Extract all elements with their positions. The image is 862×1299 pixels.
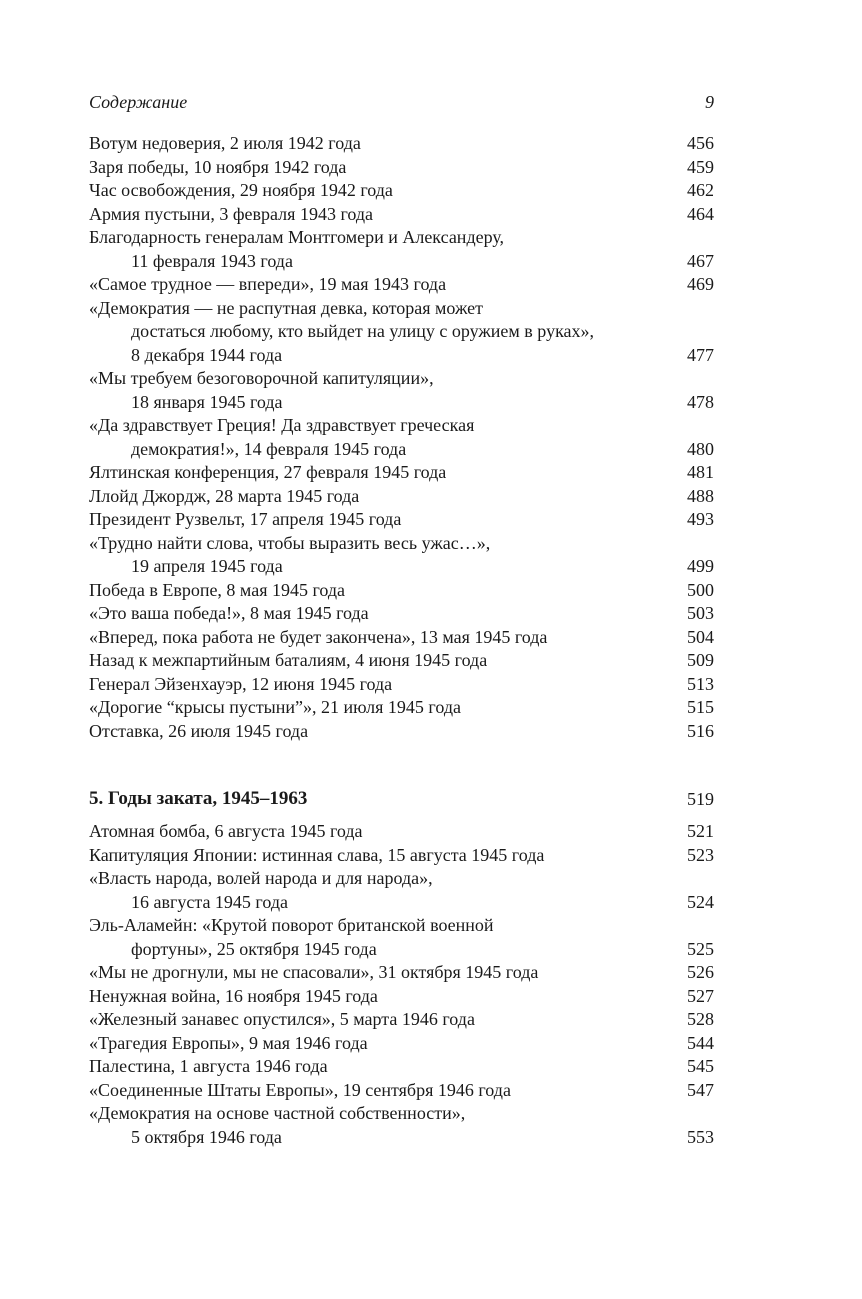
toc-entry-page-number: 469	[687, 274, 714, 294]
toc-entry[interactable]	[89, 1055, 714, 1079]
toc-entry-page-number: 499	[687, 556, 714, 576]
toc-entry-title-line: 11 февраля 1943 года	[131, 250, 293, 271]
toc-entry-page-number: 516	[687, 720, 714, 741]
toc-entry-title-line: 18 января 1945 года	[131, 391, 283, 412]
toc-entry-page-number: 545	[687, 1056, 714, 1076]
toc-entry-title-line: достаться любому, кто выйдет на улицу с оружием в руках»,	[131, 321, 595, 341]
running-head-title: Содержание	[89, 92, 188, 112]
toc-entry-page-number: 527	[687, 985, 714, 1006]
toc-entry-title-line: Победа в Европе, 8 мая 1945 года	[89, 579, 346, 600]
toc-entry[interactable]	[89, 626, 714, 650]
toc-entry-page-number: 464	[687, 203, 714, 224]
toc-entry-page-number: 462	[687, 180, 714, 200]
toc-entry-page-number: 526	[687, 962, 714, 982]
toc-entry-title-line: «Дорогие “крысы пустыни”», 21 июля 1945 года	[89, 697, 461, 717]
toc-entry-title-line: демократия!», 14 февраля 1945 года	[131, 438, 407, 459]
toc-entry-title-line: Назад к межпартийным баталиям, 4 июня 1945 года	[89, 650, 488, 670]
toc-entry-title-line: «Самое трудное — впереди», 19 мая 1943 года	[89, 274, 447, 294]
toc-entry-page-number: 488	[687, 485, 714, 506]
toc-entry-title-line: «Демократия — не распутная девка, которая может	[89, 297, 484, 318]
toc-entry-title-line: 5 октября 1946 года	[131, 1126, 282, 1147]
toc-section-chapter-5	[89, 786, 714, 1149]
toc-entry-title-line: «Мы требуем безоговорочной капитуляции»,	[89, 368, 434, 388]
toc-section-continued	[89, 132, 714, 743]
toc-entry[interactable]	[89, 602, 714, 626]
toc-entry-title-line: Атомная бомба, 6 августа 1945 года	[89, 821, 363, 841]
toc-entry[interactable]	[89, 461, 714, 485]
toc-entry[interactable]	[89, 273, 714, 297]
toc-entry[interactable]	[89, 649, 714, 673]
toc-entry[interactable]	[89, 696, 714, 720]
toc-entry-title-line: Президент Рузвельт, 17 апреля 1945 года	[89, 509, 402, 529]
toc-entry[interactable]	[89, 414, 714, 461]
toc-entry-title-line: Капитуляция Японии: истинная слава, 15 августа 1945 года	[89, 844, 545, 865]
toc-entry[interactable]	[89, 203, 714, 227]
toc-entry-page-number: 528	[687, 1009, 714, 1029]
toc-entry[interactable]	[89, 1008, 714, 1032]
toc-entry[interactable]	[89, 579, 714, 603]
toc-entry-page-number: 509	[687, 650, 714, 670]
toc-entry-title-line: «Это ваша победа!», 8 мая 1945 года	[89, 603, 369, 623]
toc-entry-title-line: «Демократия на основе частной собственности»,	[89, 1103, 466, 1123]
toc-entry[interactable]	[89, 844, 714, 868]
toc-entry-title-line: 16 августа 1945 года	[131, 891, 288, 912]
toc-entry-title-line: Час освобождения, 29 ноября 1942 года	[89, 180, 393, 200]
toc-entry-page-number: 515	[687, 697, 714, 717]
toc-entry-page-number: 478	[687, 391, 714, 412]
toc-entry[interactable]	[89, 1032, 714, 1056]
toc-entry-page-number: 493	[687, 509, 714, 529]
toc-entry-page-number: 524	[687, 891, 714, 912]
toc-entry-page-number: 544	[687, 1032, 714, 1053]
toc-entry-title-line: Благодарность генералам Монтгомери и Александеру,	[89, 227, 505, 247]
toc-entry[interactable]	[89, 367, 714, 414]
toc-entry-title-line: «Вперед, пока работа не будет закончена», 13 мая 1945 года	[89, 626, 548, 647]
toc-entry-title-line: «Железный занавес опустился», 5 марта 1946 года	[89, 1009, 475, 1029]
toc-entry-page-number: 504	[687, 626, 714, 647]
toc-entry-page-number: 553	[687, 1126, 714, 1147]
chapter-page-number: 519	[687, 789, 714, 809]
toc-entry[interactable]	[89, 132, 714, 156]
toc-entry-title-line: «Трудно найти слова, чтобы выразить весь ужас…»,	[89, 532, 491, 553]
toc-entry[interactable]	[89, 914, 714, 961]
toc-entry-page-number: 459	[687, 156, 714, 177]
toc-entry-title-line: «Да здравствует Греция! Да здравствует греческая	[89, 415, 475, 435]
toc-entry-page-number: 503	[687, 603, 714, 623]
toc-entry-title-line: Ялтинская конференция, 27 февраля 1945 года	[89, 462, 447, 482]
toc-entry[interactable]	[89, 985, 714, 1009]
toc-entry[interactable]	[89, 720, 714, 744]
toc-entry-title-line: Эль-Аламейн: «Крутой поворот британской военной	[89, 915, 494, 935]
toc-entry[interactable]	[89, 1079, 714, 1103]
toc-entry-page-number: 523	[687, 844, 714, 865]
toc-entry-page-number: 513	[687, 673, 714, 694]
toc-entry-page-number: 481	[687, 462, 714, 482]
toc-entry-page-number: 477	[687, 344, 714, 365]
toc-entry-title-line: Отставка, 26 июля 1945 года	[89, 720, 309, 741]
toc-entry[interactable]	[89, 226, 714, 273]
page-number: 9	[705, 92, 714, 112]
running-head	[89, 90, 714, 114]
toc-entry[interactable]	[89, 820, 714, 844]
toc-entry-page-number: 500	[687, 579, 714, 600]
toc-entry-page-number: 547	[687, 1079, 714, 1100]
toc-entry[interactable]	[89, 673, 714, 697]
toc-entry-page-number: 480	[687, 438, 714, 459]
toc-entry-title-line: «Соединенные Штаты Европы», 19 сентября 1946 года	[89, 1079, 511, 1100]
toc-entry-title-line: 19 апреля 1945 года	[131, 556, 283, 576]
toc-entry-page-number: 467	[687, 250, 714, 271]
toc-entry[interactable]	[89, 156, 714, 180]
toc-entry-title-line: Заря победы, 10 ноября 1942 года	[89, 156, 347, 177]
toc-entry[interactable]	[89, 485, 714, 509]
toc-entry[interactable]	[89, 508, 714, 532]
toc-entry-title-line: «Власть народа, волей народа и для народа»,	[89, 868, 433, 888]
toc-entry-page-number: 525	[687, 938, 714, 959]
toc-entry-title-line: Палестина, 1 августа 1946 года	[89, 1056, 328, 1076]
toc-entry-title-line: «Мы не дрогнули, мы не спасовали», 31 октября 1945 года	[89, 962, 539, 982]
toc-entry[interactable]	[89, 1102, 714, 1149]
toc-entry-title-line: Вотум недоверия, 2 июля 1942 года	[89, 133, 361, 153]
toc-entry[interactable]	[89, 297, 714, 368]
toc-entry-title-line: фортуны», 25 октября 1945 года	[131, 938, 377, 959]
toc-entry-title-line: «Трагедия Европы», 9 мая 1946 года	[89, 1032, 368, 1053]
toc-entry[interactable]	[89, 532, 714, 579]
toc-entry[interactable]	[89, 867, 714, 914]
toc-entry-page-number: 521	[687, 821, 714, 841]
toc-entry-title-line: Ллойд Джордж, 28 марта 1945 года	[89, 485, 360, 506]
chapter-heading[interactable]	[89, 786, 714, 812]
toc-entry-title-line: Ненужная война, 16 ноября 1945 года	[89, 985, 378, 1006]
toc-entry-title-line: Армия пустыни, 3 февраля 1943 года	[89, 203, 374, 224]
toc-entry[interactable]	[89, 179, 714, 203]
toc-entry-title-line: 8 декабря 1944 года	[131, 344, 283, 365]
toc-entry-page-number: 456	[687, 133, 714, 153]
chapter-title: 5. Годы заката, 1945–1963	[89, 788, 308, 809]
toc-entry-title-line: Генерал Эйзенхауэр, 12 июня 1945 года	[89, 673, 393, 694]
toc-entry[interactable]	[89, 961, 714, 985]
